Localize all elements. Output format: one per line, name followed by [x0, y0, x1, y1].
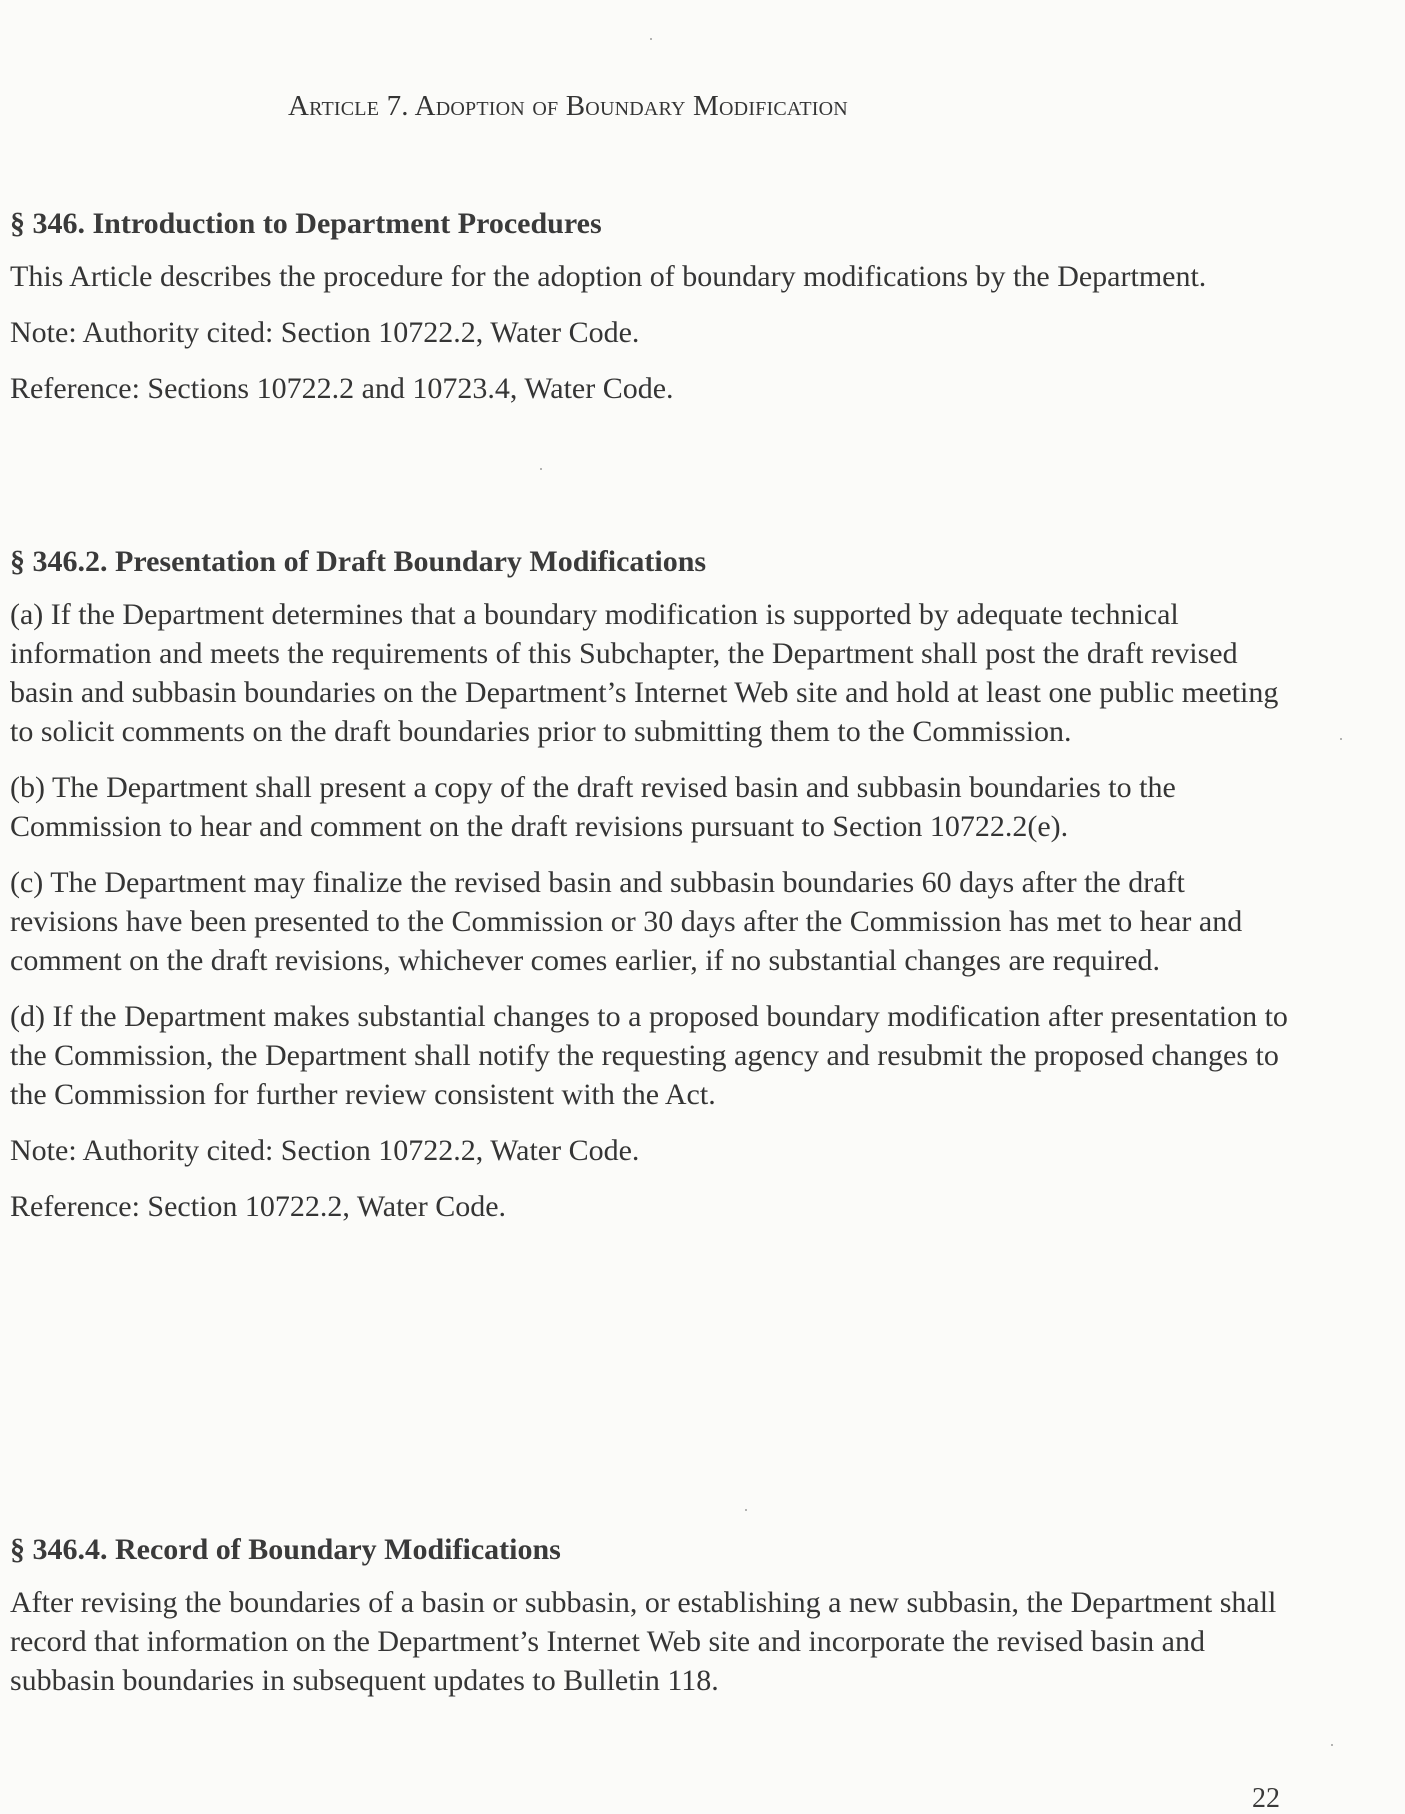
- paragraph-c: (c) The Department may finalize the revised basin and subbasin boundaries 60 days after the draft revisions have been presented to the Commission or 30 days after the Commission has met to hear and comment on the draft revisions, whichever comes earlier, if no substantial changes are required.: [10, 866, 1243, 977]
- paragraph-b: (b) The Department shall present a copy of the draft revised basin and subbasin boundaries to the Commission to hear and comment on the draft revisions pursuant to Section 10722.2(e).: [10, 771, 1176, 843]
- scan-speck: [1340, 738, 1342, 740]
- section-heading: § 346. Introduction to Department Procedures: [10, 207, 602, 240]
- scan-speck: [650, 38, 652, 40]
- section-heading: § 346.2. Presentation of Draft Boundary Modifications: [10, 545, 707, 578]
- authority-note: Note: Authority cited: Section 10722.2, Water Code.: [10, 1134, 640, 1167]
- reference-note: Reference: Section 10722.2, Water Code.: [10, 1190, 507, 1223]
- paragraph-d: (d) If the Department makes substantial changes to a proposed boundary modification after presentation to the Commission, the Department shall notify the requesting agency and resubmit the proposed changes to the Commission for further review consistent with the Act.: [10, 1000, 1288, 1111]
- paragraph-a: (a) If the Department determines that a boundary modification is supported by adequate technical information and meets the requirements of this Subchapter, the Department shall post the draft revised basin and subbasin boundaries on the Department’s Internet Web site and hold at least one public meeting to solicit comments on the draft boundaries prior to submitting them to the Commission.: [10, 598, 1279, 748]
- reference-note: Reference: Sections 10722.2 and 10723.4, Water Code.: [10, 372, 674, 405]
- page-number: 22: [1252, 1783, 1280, 1814]
- section-346-2: [10, 543, 1300, 1243]
- section-346-4: [10, 1531, 1300, 1717]
- section-346: [10, 205, 1300, 425]
- scan-speck: [1331, 1744, 1333, 1746]
- scan-speck: [745, 1509, 747, 1511]
- paragraph: This Article describes the procedure for the adoption of boundary modifications by the Department.: [10, 260, 1207, 293]
- scan-speck: [540, 468, 542, 470]
- authority-note: Note: Authority cited: Section 10722.2, Water Code.: [10, 316, 640, 349]
- paragraph: After revising the boundaries of a basin or subbasin, or establishing a new subbasin, the Department shall record that information on the Department’s Internet Web site and incorporate the revised basin and subbasin boundaries in subsequent updates to Bulletin 118.: [10, 1586, 1277, 1697]
- section-heading: § 346.4. Record of Boundary Modifications: [10, 1533, 561, 1566]
- article-title: Article 7. Adoption of Boundary Modification: [288, 90, 848, 122]
